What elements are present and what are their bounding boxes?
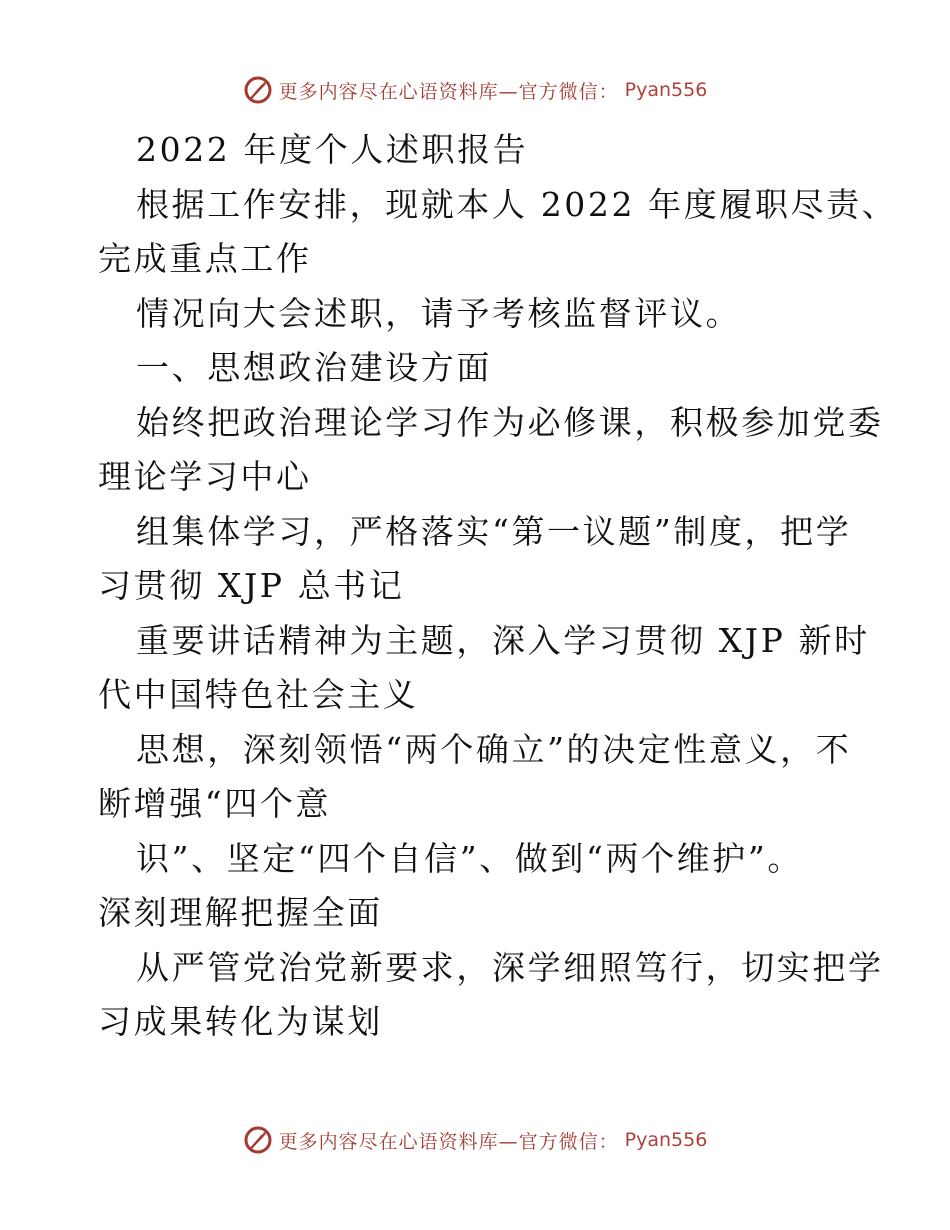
banner-account: Pyan556 [624,1129,708,1151]
document-line: 习成果转化为谋划 [98,1002,383,1041]
document-line: 思想，深刻领悟“两个确立”的决定性意义，不 [136,729,852,769]
document-line: 深刻理解把握全面 [98,893,383,932]
banner-text: 更多内容尽在心语资料库—官方微信： [278,80,619,103]
document-body [98,123,898,1050]
banner-text: 更多内容尽在心语资料库—官方微信： [278,1130,619,1153]
document-line: 习贯彻 XJP 总书记 [98,566,405,605]
document-line: 始终把政治理论学习作为必修课，积极参加党委 [136,402,884,442]
footer-banner [0,1120,950,1160]
document-line: 完成重点工作 [98,239,312,278]
header-banner [0,70,950,110]
document-line: 根据工作安排，现就本人 2022 年度履职尽责、 [136,184,898,224]
document-line: 情况向大会述职，请予考核监督评议。 [136,293,742,333]
document-line: 重要讲话精神为主题，深入学习贯彻 XJP 新时 [136,620,870,660]
quill-pen-seal-icon [243,75,273,105]
document-line: 一、思想政治建设方面 [136,348,492,387]
document-line: 从严管党治党新要求，深学细照笃行，切实把学 [136,947,884,987]
document-line: 理论学习中心 [98,457,312,496]
banner-account: Pyan556 [624,79,708,101]
document-line: 断增强“四个意 [98,784,332,823]
document-line: 组集体学习，严格落实“第一议题”制度，把学 [136,511,852,551]
document-line: 代中国特色社会主义 [98,675,419,714]
quill-pen-seal-icon [243,1125,273,1155]
document-line: 2022 年度个人述职报告 [136,130,529,169]
document-line: 识”、坚定“四个自信”、做到“两个维护”。 [136,838,803,878]
